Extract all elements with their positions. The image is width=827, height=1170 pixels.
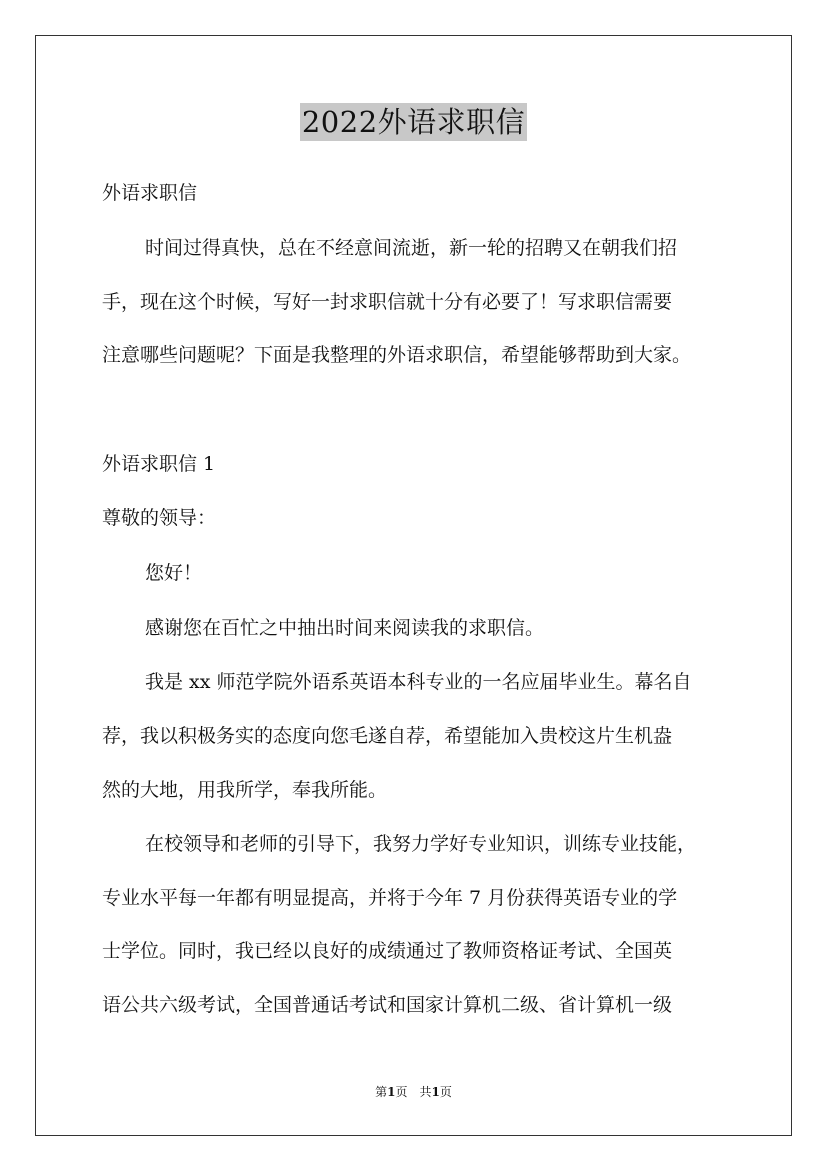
page-total: 1 bbox=[431, 1085, 440, 1099]
salutation: 尊敬的领导： bbox=[102, 507, 217, 529]
title-container bbox=[0, 103, 827, 141]
paragraph-line: 荐，我以积极务实的态度向您毛遂自荐，希望能加入贵校这片生机盎 bbox=[102, 725, 673, 747]
paragraph-line: 然的大地，用我所学，奉我所能。 bbox=[102, 779, 388, 801]
document-title: 2022外语求职信 bbox=[301, 105, 526, 139]
paragraph-line: 在校领导和老师的引导下，我努力学好专业知识，训练专业技能， bbox=[145, 833, 697, 855]
paragraph-line: 注意哪些问题呢？下面是我整理的外语求职信，希望能够帮助到大家。 bbox=[102, 344, 692, 366]
paragraph-line: 语公共六级考试，全国普通话考试和国家计算机二级、省计算机一级 bbox=[102, 994, 673, 1016]
paragraph-line: 时间过得真快，总在不经意间流逝，新一轮的招聘又在朝我们招 bbox=[145, 237, 678, 259]
letter-heading: 外语求职信 1 bbox=[102, 453, 216, 475]
greeting: 您好！ bbox=[145, 562, 203, 584]
page-current: 1 bbox=[387, 1085, 396, 1099]
paragraph-line: 感谢您在百忙之中抽出时间来阅读我的求职信。 bbox=[145, 617, 545, 639]
section-heading: 外语求职信 bbox=[102, 182, 198, 204]
page-mid: 页 共 bbox=[395, 1085, 432, 1099]
paragraph-line: 专业水平每一年都有明显提高，并将于今年 7 月份获得英语专业的学 bbox=[102, 887, 678, 909]
paragraph-line: 我是 xx 师范学院外语系英语本科专业的一名应届毕业生。幕名自 bbox=[145, 671, 692, 693]
paragraph-line: 手，现在这个时候，写好一封求职信就十分有必要了！写求职信需要 bbox=[102, 291, 673, 313]
page-footer bbox=[0, 1084, 827, 1100]
paragraph-line: 士学位。同时，我已经以良好的成绩通过了教师资格证考试、全国英 bbox=[102, 940, 673, 962]
page-suffix: 页 bbox=[439, 1085, 452, 1099]
page-prefix: 第 bbox=[375, 1085, 388, 1099]
